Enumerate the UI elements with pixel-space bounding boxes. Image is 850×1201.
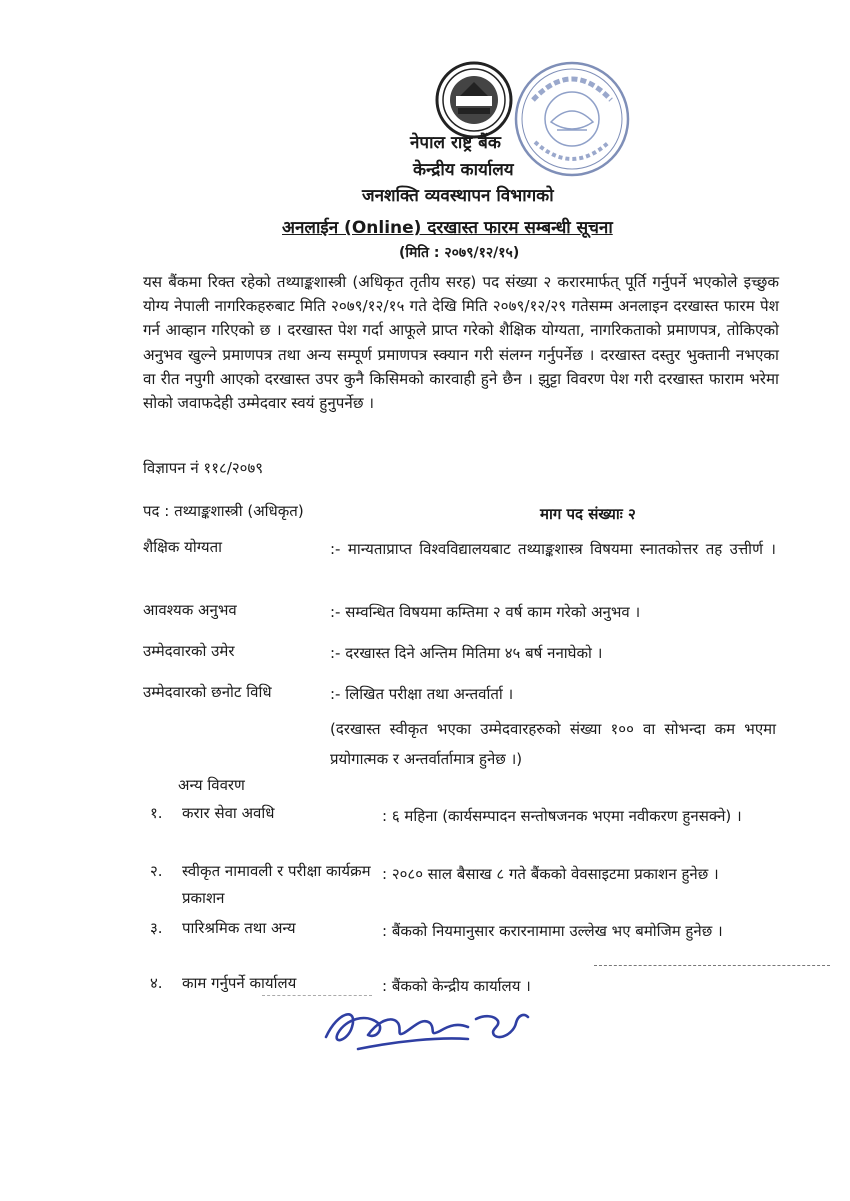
requirement-value-education: :- मान्यताप्राप्त विश्वविद्यालयबाट तथ्याङ्कशास्त्र विषयमा स्नातकोत्तर तह उत्तीर्ण ।: [330, 540, 776, 558]
department-name: जनशक्ति व्यवस्थापन विभागको: [362, 186, 554, 206]
notice-title: अनलाईन (Online) दरखास्त फारम सम्बन्धी सूचना: [282, 218, 613, 238]
other-item-label: पारिश्रमिक तथा अन्य: [182, 919, 296, 937]
other-item-number: ३.: [150, 919, 163, 937]
advertisement-number: विज्ञापन नं ११८/२०७९: [143, 459, 264, 477]
other-item-label: काम गर्नुपर्ने कार्यालय: [182, 974, 297, 992]
requirement-label-education: शैक्षिक योग्यता: [143, 538, 223, 556]
handwritten-signature: [318, 993, 548, 1063]
other-item-value: : २०८० साल बैसाख ८ गते बैंकको वेवसाइटमा प्रकाशन हुनेछ ।: [382, 865, 719, 883]
other-item-label: करार सेवा अवधि: [182, 804, 275, 822]
office-name: केन्द्रीय कार्यालय: [413, 160, 514, 180]
requirement-value-selection: :- लिखित परीक्षा तथा अन्तर्वार्ता ।: [330, 685, 514, 703]
requirement-label-age: उम्मेदवारको उमेर: [143, 642, 235, 660]
selection-note: (दरखास्त स्वीकृत भएका उम्मेदवारहरुको संख्या १०० वा सोभन्दा कम भएमा प्रयोगात्मक र अन्तर्वार्तामात्र हुनेछ ।): [330, 720, 776, 768]
notice-date: (मिति : २०७९/१२/१५): [399, 245, 520, 261]
other-item-value: : बैंकको नियमानुसार करारनामामा उल्लेख भए बमोजिम हुनेछ ।: [382, 922, 723, 940]
requirement-value-age: :- दरखास्त दिने अन्तिम मितिमा ४५ बर्ष ननाघेको ।: [330, 644, 603, 662]
other-item-value: : बैंकको केन्द्रीय कार्यालय ।: [382, 977, 531, 995]
notice-body: यस बैंकमा रिक्त रहेको तथ्याङ्कशास्त्री (अधिकृत तृतीय सरह) पद संख्या २ करारमार्फत् पूर्ति गर्नुपर्ने भएकोले इच्छुक योग्य नेपाली नागरिकहरुबाट मिति २०७९/१२/१५ गते देखि मिति २०७९/१२/२९ गतेसम्म अनलाइन दरखास्त फारम पेश गर्न आव्हान गरिएको छ । दरखास्त पेश गर्दा आफूले प्राप्त गरेको शैक्षिक योग्यता, नागरिकताको प्रमाणपत्र, तोकिएको अनुभव खुल्ने प्रमाणपत्र तथा अन्य सम्पूर्ण प्रमाणपत्र स्क्यान गरी संलग्न गर्नुपर्नेछ । दरखास्त दस्तुर भुक्तानी नभएका वा रीत नपुगी आएको दरखास्त उपर कुनै किसिमको कारवाही हुने छैन । झुट्टा विवरण पेश गरी दरखास्त फाराम भरेमा सोको जवाफदेही उम्मेदवार स्वयं हुनुपर्नेछ ।: [143, 273, 779, 413]
bank-logo-icon: [434, 60, 514, 140]
other-item-label: स्वीकृत नामावली र परीक्षा कार्यक्रम प्रकाशन: [182, 862, 371, 907]
dashed-divider: [594, 965, 830, 966]
post-title: पद : तथ्याङ्कशास्त्री (अधिकृत): [143, 502, 304, 520]
other-item-value: : ६ महिना (कार्यसम्पादन सन्तोषजनक भएमा नवीकरण हुनसक्ने) ।: [382, 807, 742, 825]
other-item-number: २.: [150, 862, 163, 880]
required-seats: माग पद संख्याः २: [540, 505, 636, 523]
requirement-value-experience: :- सम्वन्धित विषयमा कम्तिमा २ वर्ष काम गरेको अनुभव ।: [330, 603, 641, 621]
requirement-label-selection: उम्मेदवारको छनोट विधि: [143, 683, 272, 701]
other-item-number: १.: [150, 804, 163, 822]
bank-seal-stamp: [513, 60, 631, 178]
requirement-label-experience: आवश्यक अनुभव: [143, 601, 237, 619]
other-details-title: अन्य विवरण: [178, 776, 245, 794]
other-item-number: ४.: [150, 974, 163, 992]
bank-name: नेपाल राष्ट्र बैंक: [410, 133, 501, 153]
